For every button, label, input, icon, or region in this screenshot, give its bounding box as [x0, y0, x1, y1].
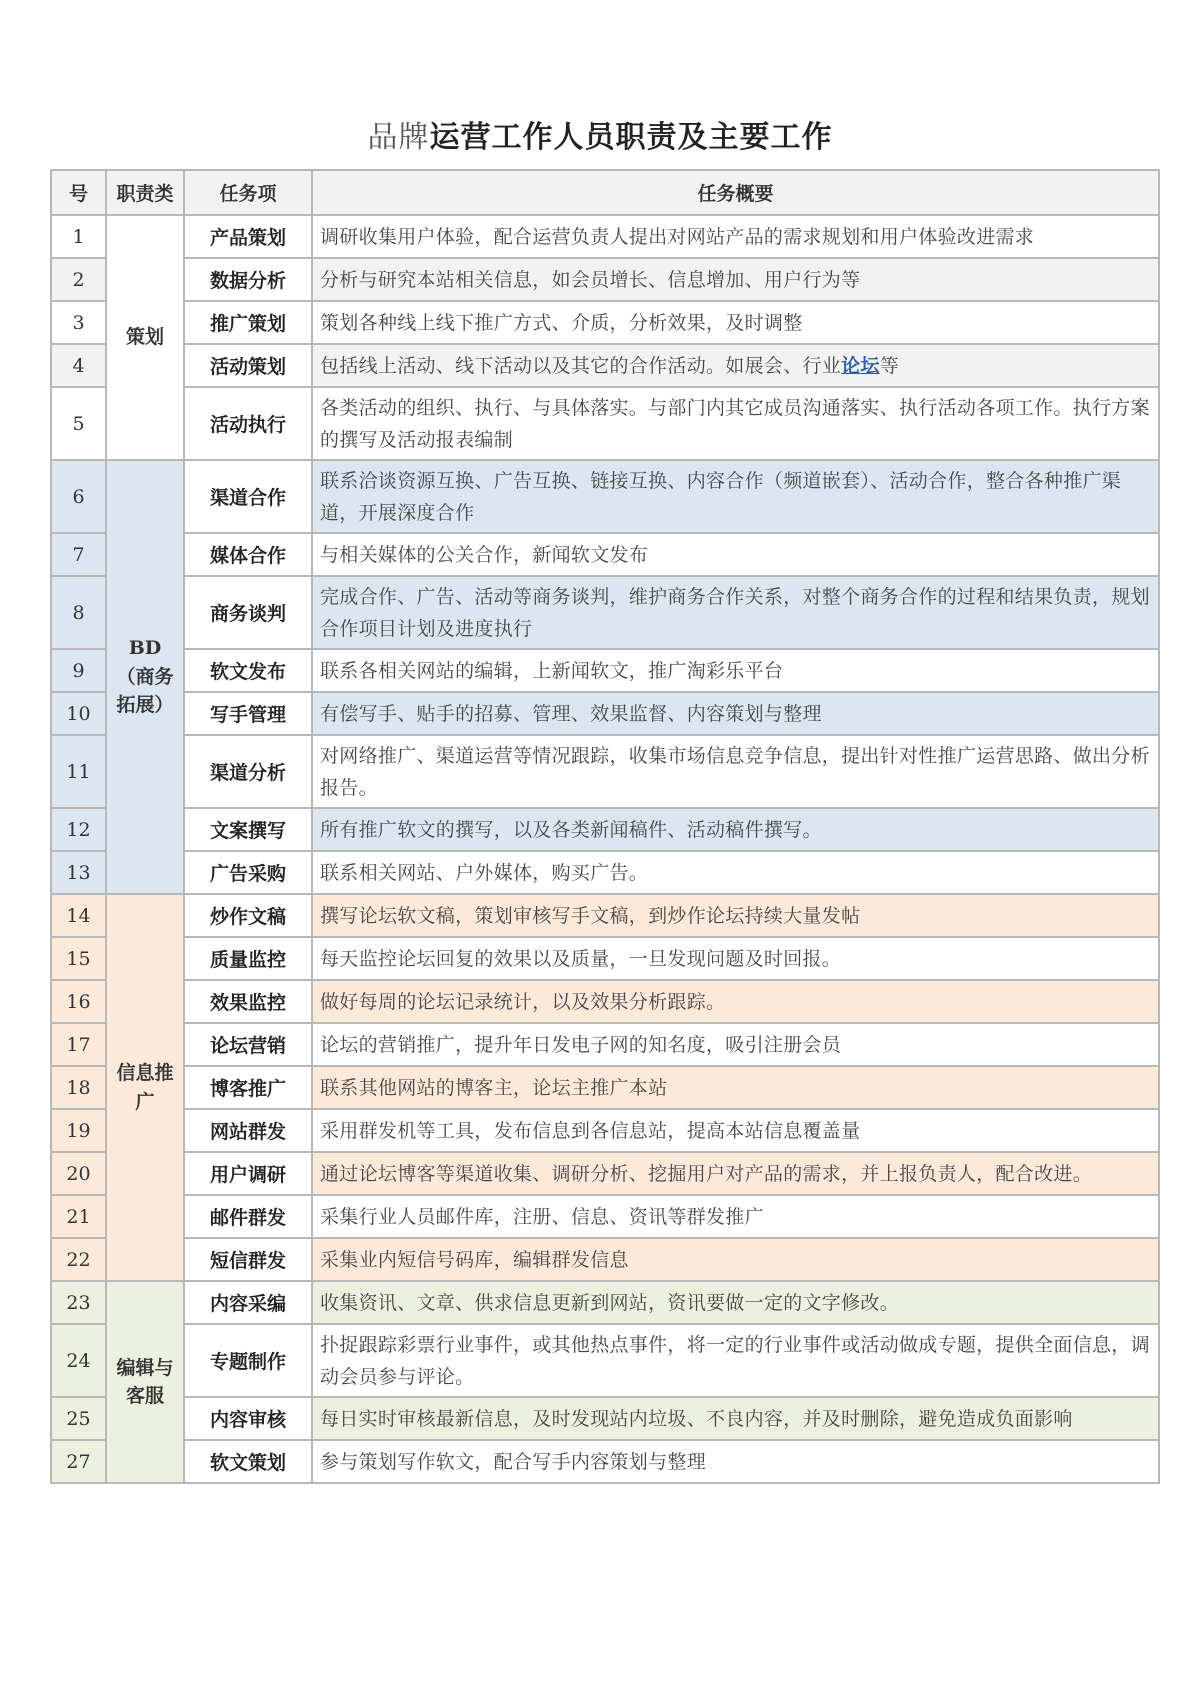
- table-row: [51, 460, 1159, 533]
- table-row: [51, 533, 1159, 576]
- summary-text: 每天监控论坛回复的效果以及质量，一旦发现问题及时回报。: [320, 947, 842, 970]
- task-name: 推广策划: [184, 301, 312, 344]
- task-summary: [312, 937, 1159, 980]
- table-row: [51, 576, 1159, 649]
- row-number: 22: [51, 1238, 106, 1281]
- task-summary: [312, 894, 1159, 937]
- forum-link[interactable]: 论坛: [841, 354, 880, 377]
- row-number: 25: [51, 1397, 106, 1440]
- header-summary: 任务概要: [312, 170, 1159, 215]
- task-summary: [312, 851, 1159, 894]
- table-row: [51, 215, 1159, 258]
- task-summary: [312, 576, 1159, 649]
- row-number: 14: [51, 894, 106, 937]
- table-row: [51, 692, 1159, 735]
- task-summary: [312, 1195, 1159, 1238]
- row-number: 24: [51, 1324, 106, 1397]
- summary-text: 策划各种线上线下推广方式、介质，分析效果，及时调整: [320, 311, 803, 334]
- task-name: 软文发布: [184, 649, 312, 692]
- task-summary: [312, 533, 1159, 576]
- task-name: 网站群发: [184, 1109, 312, 1152]
- summary-text: 采集行业人员邮件库，注册、信息、资讯等群发推广: [320, 1205, 764, 1228]
- category-cell: 策划: [106, 215, 184, 460]
- task-name: 论坛营销: [184, 1023, 312, 1066]
- task-name: 质量监控: [184, 937, 312, 980]
- table-row: [51, 894, 1159, 937]
- table-header-row: [51, 170, 1159, 215]
- row-number: 18: [51, 1066, 106, 1109]
- row-number: 10: [51, 692, 106, 735]
- summary-text: 撰写论坛软文稿，策划审核写手文稿，到炒作论坛持续大量发帖: [320, 904, 861, 927]
- table-row: [51, 301, 1159, 344]
- table-row: [51, 1324, 1159, 1397]
- row-number: 12: [51, 808, 106, 851]
- task-name: 文案撰写: [184, 808, 312, 851]
- table-body: [51, 215, 1159, 1483]
- task-name: 广告采购: [184, 851, 312, 894]
- task-summary: [312, 1152, 1159, 1195]
- title-main: 运营工作人员职责及主要工作: [429, 120, 833, 155]
- task-name: 软文策划: [184, 1440, 312, 1483]
- summary-text: 分析与研究本站相关信息，如会员增长、信息增加、用户行为等: [320, 268, 861, 291]
- task-summary: [312, 460, 1159, 533]
- table-row: [51, 1109, 1159, 1152]
- summary-text: 扑捉跟踪彩票行业事件，或其他热点事件，将一定的行业事件或活动做成专题，提供全面信息，调动会员参与评论。: [320, 1333, 1150, 1388]
- summary-text: 各类活动的组织、执行、与具体落实。与部门内其它成员沟通落实、执行活动各项工作。执行方案的撰写及活动报表编制: [320, 396, 1150, 451]
- summary-text: 包括线上活动、线下活动以及其它的合作活动。如展会、行业: [320, 354, 842, 377]
- summary-text: 做好每周的论坛记录统计，以及效果分析跟踪。: [320, 990, 726, 1013]
- task-name: 渠道分析: [184, 735, 312, 808]
- table-row: [51, 1238, 1159, 1281]
- row-number: 20: [51, 1152, 106, 1195]
- header-task: 任务项: [184, 170, 312, 215]
- table-row: [51, 980, 1159, 1023]
- task-summary: [312, 649, 1159, 692]
- table-row: [51, 1023, 1159, 1066]
- summary-text: 收集资讯、文章、供求信息更新到网站，资讯要做一定的文字修改。: [320, 1291, 900, 1314]
- row-number: 1: [51, 215, 106, 258]
- row-number: 27: [51, 1440, 106, 1483]
- table-row: [51, 1152, 1159, 1195]
- task-summary: [312, 1324, 1159, 1397]
- task-name: 产品策划: [184, 215, 312, 258]
- row-number: 2: [51, 258, 106, 301]
- task-name: 活动策划: [184, 344, 312, 387]
- summary-text: 对网络推广、渠道运营等情况跟踪，收集市场信息竞争信息，提出针对性推广运营思路、做出分析报告。: [320, 744, 1150, 799]
- task-summary: [312, 1281, 1159, 1324]
- table-row: [51, 808, 1159, 851]
- table-row: [51, 258, 1159, 301]
- task-summary: [312, 692, 1159, 735]
- task-name: 商务谈判: [184, 576, 312, 649]
- row-number: 9: [51, 649, 106, 692]
- summary-text: 每日实时审核最新信息，及时发现站内垃圾、不良内容，并及时删除，避免造成负面影响: [320, 1407, 1073, 1430]
- table-row: [51, 1440, 1159, 1483]
- table-row: [51, 387, 1159, 460]
- task-name: 内容审核: [184, 1397, 312, 1440]
- table-row: [51, 1195, 1159, 1238]
- row-number: 8: [51, 576, 106, 649]
- row-number: 16: [51, 980, 106, 1023]
- row-number: 5: [51, 387, 106, 460]
- task-summary: [312, 1066, 1159, 1109]
- header-category: 职责类: [106, 170, 184, 215]
- task-name: 数据分析: [184, 258, 312, 301]
- task-summary: [312, 258, 1159, 301]
- summary-text: 完成合作、广告、活动等商务谈判，维护商务合作关系，对整个商务合作的过程和结果负责，规划合作项目计划及进度执行: [320, 585, 1150, 640]
- summary-text-after: 等: [879, 354, 900, 377]
- task-summary: [312, 387, 1159, 460]
- summary-text: 与相关媒体的公关合作，新闻软文发布: [320, 543, 649, 566]
- title-prefix: 品牌: [367, 120, 430, 155]
- row-number: 13: [51, 851, 106, 894]
- table-row: [51, 735, 1159, 808]
- summary-text: 联系相关网站、户外媒体，购买广告。: [320, 861, 649, 884]
- row-number: 23: [51, 1281, 106, 1324]
- summary-text: 调研收集用户体验，配合运营负责人提出对网站产品的需求规划和用户体验改进需求: [320, 225, 1035, 248]
- task-summary: [312, 808, 1159, 851]
- header-number: 号: [51, 170, 106, 215]
- task-name: 邮件群发: [184, 1195, 312, 1238]
- table-row: [51, 1397, 1159, 1440]
- task-name: 媒体合作: [184, 533, 312, 576]
- table-row: [51, 1066, 1159, 1109]
- category-cell: BD（商务拓展）: [106, 460, 184, 894]
- row-number: 15: [51, 937, 106, 980]
- task-name: 用户调研: [184, 1152, 312, 1195]
- summary-text: 论坛的营销推广，提升年日发电子网的知名度，吸引注册会员: [320, 1033, 842, 1056]
- task-name: 写手管理: [184, 692, 312, 735]
- summary-text: 通过论坛博客等渠道收集、调研分析、挖掘用户对产品的需求，并上报负责人，配合改进。: [320, 1162, 1093, 1185]
- task-summary: [312, 215, 1159, 258]
- summary-text: 有偿写手、贴手的招募、管理、效果监督、内容策划与整理: [320, 702, 822, 725]
- table-row: [51, 937, 1159, 980]
- summary-text: 联系其他网站的博客主，论坛主推广本站: [320, 1076, 668, 1099]
- table-row: [51, 1281, 1159, 1324]
- task-summary: [312, 735, 1159, 808]
- summary-text: 采集业内短信号码库，编辑群发信息: [320, 1248, 629, 1271]
- task-name: 短信群发: [184, 1238, 312, 1281]
- table-row: [51, 851, 1159, 894]
- task-name: 炒作文稿: [184, 894, 312, 937]
- task-name: 活动执行: [184, 387, 312, 460]
- summary-text: 联系洽谈资源互换、广告互换、链接互换、内容合作（频道嵌套）、活动合作，整合各种推广渠道，开展深度合作: [320, 469, 1122, 524]
- task-summary: [312, 1397, 1159, 1440]
- row-number: 17: [51, 1023, 106, 1066]
- task-summary: [312, 1023, 1159, 1066]
- category-cell: 信息推广: [106, 894, 184, 1281]
- task-name: 内容采编: [184, 1281, 312, 1324]
- task-name: 博客推广: [184, 1066, 312, 1109]
- summary-text: 采用群发机等工具，发布信息到各信息站，提高本站信息覆盖量: [320, 1119, 861, 1142]
- task-summary: [312, 980, 1159, 1023]
- summary-text: 所有推广软文的撰写，以及各类新闻稿件、活动稿件撰写。: [320, 818, 822, 841]
- task-summary: [312, 1238, 1159, 1281]
- task-summary: [312, 301, 1159, 344]
- task-summary: [312, 344, 1159, 387]
- duties-table: [50, 169, 1160, 1484]
- table-row: [51, 344, 1159, 387]
- task-name: 效果监控: [184, 980, 312, 1023]
- category-cell: 编辑与客服: [106, 1281, 184, 1483]
- task-name: 专题制作: [184, 1324, 312, 1397]
- task-summary: [312, 1109, 1159, 1152]
- task-name: 渠道合作: [184, 460, 312, 533]
- summary-text: 联系各相关网站的编辑，上新闻软文，推广淘彩乐平台: [320, 659, 784, 682]
- row-number: 7: [51, 533, 106, 576]
- page-title: [0, 112, 1200, 156]
- row-number: 11: [51, 735, 106, 808]
- task-summary: [312, 1440, 1159, 1483]
- row-number: 19: [51, 1109, 106, 1152]
- row-number: 4: [51, 344, 106, 387]
- row-number: 3: [51, 301, 106, 344]
- row-number: 21: [51, 1195, 106, 1238]
- row-number: 6: [51, 460, 106, 533]
- table-row: [51, 649, 1159, 692]
- summary-text: 参与策划写作软文，配合写手内容策划与整理: [320, 1450, 707, 1473]
